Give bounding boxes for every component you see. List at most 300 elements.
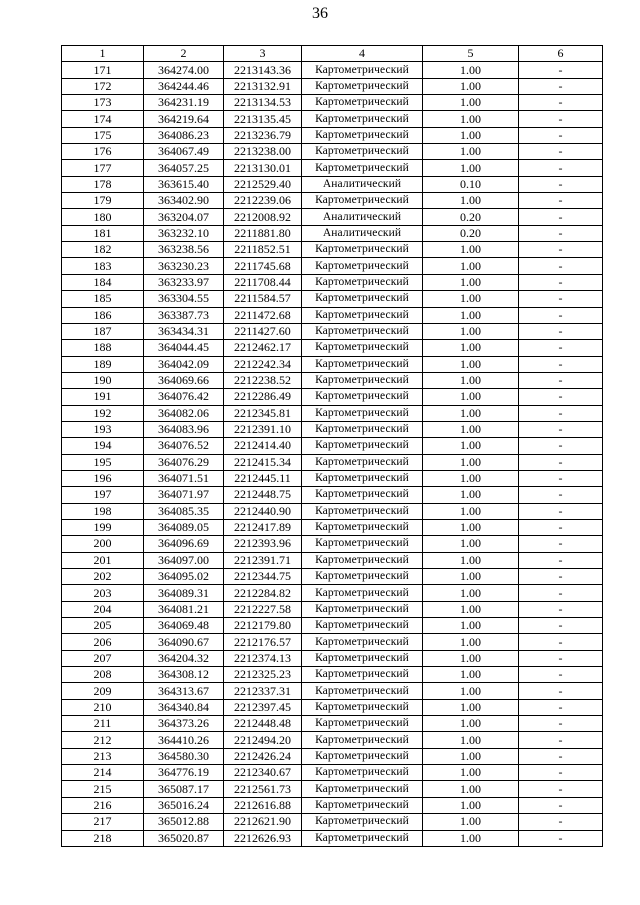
table-row bbox=[62, 781, 603, 797]
table-row bbox=[62, 814, 603, 830]
accuracy-cell: 0.10 bbox=[423, 176, 519, 192]
y-coordinate-cell: 2212325.23 bbox=[224, 667, 302, 683]
method-cell: Картометрический bbox=[302, 503, 423, 519]
table-row bbox=[62, 765, 603, 781]
accuracy-cell: 1.00 bbox=[423, 797, 519, 813]
y-coordinate-cell: 2212340.67 bbox=[224, 765, 302, 781]
method-cell: Аналитический bbox=[302, 225, 423, 241]
method-cell: Картометрический bbox=[302, 405, 423, 421]
method-cell: Аналитический bbox=[302, 209, 423, 225]
note-cell: - bbox=[519, 650, 603, 666]
table-row bbox=[62, 144, 603, 160]
accuracy-cell: 1.00 bbox=[423, 274, 519, 290]
table-row bbox=[62, 618, 603, 634]
y-coordinate-cell: 2212227.58 bbox=[224, 601, 302, 617]
accuracy-cell: 1.00 bbox=[423, 323, 519, 339]
y-coordinate-cell: 2211427.60 bbox=[224, 323, 302, 339]
x-coordinate-cell: 364097.00 bbox=[144, 552, 224, 568]
accuracy-cell: 1.00 bbox=[423, 830, 519, 846]
note-cell: - bbox=[519, 438, 603, 454]
table-row bbox=[62, 160, 603, 176]
table-row bbox=[62, 536, 603, 552]
y-coordinate-cell: 2212448.75 bbox=[224, 487, 302, 503]
table-header bbox=[62, 46, 603, 62]
note-cell: - bbox=[519, 569, 603, 585]
y-coordinate-cell: 2212393.96 bbox=[224, 536, 302, 552]
note-cell: - bbox=[519, 683, 603, 699]
note-cell: - bbox=[519, 78, 603, 94]
method-cell: Картометрический bbox=[302, 552, 423, 568]
point-number-cell: 215 bbox=[62, 781, 144, 797]
y-coordinate-cell: 2212440.90 bbox=[224, 503, 302, 519]
method-cell: Картометрический bbox=[302, 765, 423, 781]
point-number-cell: 210 bbox=[62, 699, 144, 715]
x-coordinate-cell: 364095.02 bbox=[144, 569, 224, 585]
point-number-cell: 172 bbox=[62, 78, 144, 94]
table-row bbox=[62, 454, 603, 470]
x-coordinate-cell: 363232.10 bbox=[144, 225, 224, 241]
point-number-cell: 175 bbox=[62, 127, 144, 143]
accuracy-cell: 0.20 bbox=[423, 209, 519, 225]
method-cell: Аналитический bbox=[302, 176, 423, 192]
point-number-cell: 205 bbox=[62, 618, 144, 634]
accuracy-cell: 1.00 bbox=[423, 487, 519, 503]
x-coordinate-cell: 363204.07 bbox=[144, 209, 224, 225]
y-coordinate-cell: 2212242.34 bbox=[224, 356, 302, 372]
point-number-cell: 177 bbox=[62, 160, 144, 176]
y-coordinate-cell: 2212374.13 bbox=[224, 650, 302, 666]
table-row bbox=[62, 585, 603, 601]
note-cell: - bbox=[519, 797, 603, 813]
x-coordinate-cell: 365016.24 bbox=[144, 797, 224, 813]
note-cell: - bbox=[519, 716, 603, 732]
x-coordinate-cell: 364071.97 bbox=[144, 487, 224, 503]
x-coordinate-cell: 365020.87 bbox=[144, 830, 224, 846]
y-coordinate-cell: 2211881.80 bbox=[224, 225, 302, 241]
table-row bbox=[62, 667, 603, 683]
y-coordinate-cell: 2213130.01 bbox=[224, 160, 302, 176]
accuracy-cell: 1.00 bbox=[423, 569, 519, 585]
accuracy-cell: 1.00 bbox=[423, 127, 519, 143]
accuracy-cell: 1.00 bbox=[423, 814, 519, 830]
point-number-cell: 214 bbox=[62, 765, 144, 781]
note-cell: - bbox=[519, 144, 603, 160]
table-row bbox=[62, 193, 603, 209]
x-coordinate-cell: 364085.35 bbox=[144, 503, 224, 519]
note-cell: - bbox=[519, 405, 603, 421]
y-coordinate-cell: 2211852.51 bbox=[224, 242, 302, 258]
x-coordinate-cell: 364274.00 bbox=[144, 62, 224, 78]
method-cell: Картометрический bbox=[302, 519, 423, 535]
point-number-cell: 202 bbox=[62, 569, 144, 585]
y-coordinate-cell: 2211472.68 bbox=[224, 307, 302, 323]
x-coordinate-cell: 364071.51 bbox=[144, 470, 224, 486]
point-number-cell: 201 bbox=[62, 552, 144, 568]
method-cell: Картометрический bbox=[302, 323, 423, 339]
table-row bbox=[62, 307, 603, 323]
point-number-cell: 186 bbox=[62, 307, 144, 323]
column-header: 5 bbox=[423, 46, 519, 62]
x-coordinate-cell: 364042.09 bbox=[144, 356, 224, 372]
accuracy-cell: 1.00 bbox=[423, 536, 519, 552]
note-cell: - bbox=[519, 765, 603, 781]
accuracy-cell: 1.00 bbox=[423, 340, 519, 356]
x-coordinate-cell: 364204.32 bbox=[144, 650, 224, 666]
x-coordinate-cell: 364244.46 bbox=[144, 78, 224, 94]
y-coordinate-cell: 2212414.40 bbox=[224, 438, 302, 454]
note-cell: - bbox=[519, 258, 603, 274]
x-coordinate-cell: 364231.19 bbox=[144, 95, 224, 111]
point-number-cell: 211 bbox=[62, 716, 144, 732]
note-cell: - bbox=[519, 193, 603, 209]
point-number-cell: 218 bbox=[62, 830, 144, 846]
accuracy-cell: 1.00 bbox=[423, 699, 519, 715]
point-number-cell: 183 bbox=[62, 258, 144, 274]
x-coordinate-cell: 364090.67 bbox=[144, 634, 224, 650]
accuracy-cell: 1.00 bbox=[423, 389, 519, 405]
note-cell: - bbox=[519, 291, 603, 307]
y-coordinate-cell: 2212626.93 bbox=[224, 830, 302, 846]
table-row bbox=[62, 323, 603, 339]
point-number-cell: 181 bbox=[62, 225, 144, 241]
table-row bbox=[62, 683, 603, 699]
table-row bbox=[62, 242, 603, 258]
point-number-cell: 209 bbox=[62, 683, 144, 699]
point-number-cell: 176 bbox=[62, 144, 144, 160]
y-coordinate-cell: 2212391.71 bbox=[224, 552, 302, 568]
point-number-cell: 182 bbox=[62, 242, 144, 258]
note-cell: - bbox=[519, 274, 603, 290]
method-cell: Картометрический bbox=[302, 650, 423, 666]
point-number-cell: 180 bbox=[62, 209, 144, 225]
x-coordinate-cell: 364076.42 bbox=[144, 389, 224, 405]
accuracy-cell: 1.00 bbox=[423, 667, 519, 683]
accuracy-cell: 1.00 bbox=[423, 78, 519, 94]
y-coordinate-cell: 2212176.57 bbox=[224, 634, 302, 650]
method-cell: Картометрический bbox=[302, 258, 423, 274]
table-row bbox=[62, 127, 603, 143]
note-cell: - bbox=[519, 814, 603, 830]
x-coordinate-cell: 364076.52 bbox=[144, 438, 224, 454]
method-cell: Картометрический bbox=[302, 797, 423, 813]
method-cell: Картометрический bbox=[302, 470, 423, 486]
method-cell: Картометрический bbox=[302, 356, 423, 372]
note-cell: - bbox=[519, 340, 603, 356]
y-coordinate-cell: 2212284.82 bbox=[224, 585, 302, 601]
x-coordinate-cell: 364340.84 bbox=[144, 699, 224, 715]
y-coordinate-cell: 2213132.91 bbox=[224, 78, 302, 94]
point-number-cell: 216 bbox=[62, 797, 144, 813]
y-coordinate-cell: 2212345.81 bbox=[224, 405, 302, 421]
note-cell: - bbox=[519, 225, 603, 241]
method-cell: Картометрический bbox=[302, 193, 423, 209]
method-cell: Картометрический bbox=[302, 732, 423, 748]
x-coordinate-cell: 364373.26 bbox=[144, 716, 224, 732]
method-cell: Картометрический bbox=[302, 716, 423, 732]
y-coordinate-cell: 2212529.40 bbox=[224, 176, 302, 192]
point-number-cell: 203 bbox=[62, 585, 144, 601]
method-cell: Картометрический bbox=[302, 421, 423, 437]
column-header: 4 bbox=[302, 46, 423, 62]
accuracy-cell: 1.00 bbox=[423, 111, 519, 127]
accuracy-cell: 1.00 bbox=[423, 160, 519, 176]
accuracy-cell: 1.00 bbox=[423, 650, 519, 666]
accuracy-cell: 1.00 bbox=[423, 144, 519, 160]
method-cell: Картометрический bbox=[302, 585, 423, 601]
note-cell: - bbox=[519, 618, 603, 634]
point-number-cell: 195 bbox=[62, 454, 144, 470]
y-coordinate-cell: 2212462.17 bbox=[224, 340, 302, 356]
table-row bbox=[62, 830, 603, 846]
table-row bbox=[62, 797, 603, 813]
method-cell: Картометрический bbox=[302, 274, 423, 290]
column-header: 3 bbox=[224, 46, 302, 62]
method-cell: Картометрический bbox=[302, 814, 423, 830]
accuracy-cell: 1.00 bbox=[423, 438, 519, 454]
column-header: 6 bbox=[519, 46, 603, 62]
note-cell: - bbox=[519, 454, 603, 470]
table-row bbox=[62, 356, 603, 372]
method-cell: Картометрический bbox=[302, 372, 423, 388]
table-row bbox=[62, 111, 603, 127]
y-coordinate-cell: 2212337.31 bbox=[224, 683, 302, 699]
table-row bbox=[62, 176, 603, 192]
accuracy-cell: 1.00 bbox=[423, 242, 519, 258]
point-number-cell: 173 bbox=[62, 95, 144, 111]
note-cell: - bbox=[519, 732, 603, 748]
accuracy-cell: 1.00 bbox=[423, 405, 519, 421]
x-coordinate-cell: 364089.05 bbox=[144, 519, 224, 535]
note-cell: - bbox=[519, 470, 603, 486]
x-coordinate-cell: 363233.97 bbox=[144, 274, 224, 290]
note-cell: - bbox=[519, 111, 603, 127]
note-cell: - bbox=[519, 830, 603, 846]
accuracy-cell: 1.00 bbox=[423, 618, 519, 634]
point-number-cell: 171 bbox=[62, 62, 144, 78]
x-coordinate-cell: 363304.55 bbox=[144, 291, 224, 307]
table-row bbox=[62, 552, 603, 568]
table-row bbox=[62, 78, 603, 94]
method-cell: Картометрический bbox=[302, 127, 423, 143]
table-row bbox=[62, 470, 603, 486]
point-number-cell: 184 bbox=[62, 274, 144, 290]
table-row bbox=[62, 519, 603, 535]
point-number-cell: 217 bbox=[62, 814, 144, 830]
note-cell: - bbox=[519, 176, 603, 192]
accuracy-cell: 1.00 bbox=[423, 193, 519, 209]
accuracy-cell: 1.00 bbox=[423, 291, 519, 307]
note-cell: - bbox=[519, 421, 603, 437]
method-cell: Картометрический bbox=[302, 601, 423, 617]
table-row bbox=[62, 650, 603, 666]
method-cell: Картометрический bbox=[302, 487, 423, 503]
accuracy-cell: 0.20 bbox=[423, 225, 519, 241]
table-row bbox=[62, 95, 603, 111]
coordinates-table bbox=[61, 45, 603, 847]
x-coordinate-cell: 364069.66 bbox=[144, 372, 224, 388]
method-cell: Картометрический bbox=[302, 242, 423, 258]
accuracy-cell: 1.00 bbox=[423, 258, 519, 274]
note-cell: - bbox=[519, 667, 603, 683]
point-number-cell: 179 bbox=[62, 193, 144, 209]
point-number-cell: 212 bbox=[62, 732, 144, 748]
x-coordinate-cell: 364219.64 bbox=[144, 111, 224, 127]
y-coordinate-cell: 2212448.48 bbox=[224, 716, 302, 732]
note-cell: - bbox=[519, 127, 603, 143]
table-row bbox=[62, 258, 603, 274]
x-coordinate-cell: 364069.48 bbox=[144, 618, 224, 634]
method-cell: Картометрический bbox=[302, 340, 423, 356]
y-coordinate-cell: 2212415.34 bbox=[224, 454, 302, 470]
table-row bbox=[62, 438, 603, 454]
point-number-cell: 194 bbox=[62, 438, 144, 454]
table-row bbox=[62, 372, 603, 388]
note-cell: - bbox=[519, 748, 603, 764]
x-coordinate-cell: 364089.31 bbox=[144, 585, 224, 601]
note-cell: - bbox=[519, 95, 603, 111]
method-cell: Картометрический bbox=[302, 389, 423, 405]
x-coordinate-cell: 364081.21 bbox=[144, 601, 224, 617]
accuracy-cell: 1.00 bbox=[423, 716, 519, 732]
note-cell: - bbox=[519, 323, 603, 339]
y-coordinate-cell: 2212239.06 bbox=[224, 193, 302, 209]
point-number-cell: 197 bbox=[62, 487, 144, 503]
point-number-cell: 200 bbox=[62, 536, 144, 552]
method-cell: Картометрический bbox=[302, 144, 423, 160]
x-coordinate-cell: 365012.88 bbox=[144, 814, 224, 830]
header-row bbox=[62, 46, 603, 62]
method-cell: Картометрический bbox=[302, 781, 423, 797]
note-cell: - bbox=[519, 209, 603, 225]
x-coordinate-cell: 364313.67 bbox=[144, 683, 224, 699]
x-coordinate-cell: 363402.90 bbox=[144, 193, 224, 209]
table-row bbox=[62, 405, 603, 421]
y-coordinate-cell: 2212238.52 bbox=[224, 372, 302, 388]
table-row bbox=[62, 732, 603, 748]
table-row bbox=[62, 62, 603, 78]
note-cell: - bbox=[519, 634, 603, 650]
table-row bbox=[62, 225, 603, 241]
y-coordinate-cell: 2213134.53 bbox=[224, 95, 302, 111]
point-number-cell: 190 bbox=[62, 372, 144, 388]
y-coordinate-cell: 2213143.36 bbox=[224, 62, 302, 78]
point-number-cell: 213 bbox=[62, 748, 144, 764]
point-number-cell: 178 bbox=[62, 176, 144, 192]
note-cell: - bbox=[519, 487, 603, 503]
x-coordinate-cell: 363230.23 bbox=[144, 258, 224, 274]
method-cell: Картометрический bbox=[302, 111, 423, 127]
table-row bbox=[62, 209, 603, 225]
x-coordinate-cell: 364086.23 bbox=[144, 127, 224, 143]
note-cell: - bbox=[519, 307, 603, 323]
method-cell: Картометрический bbox=[302, 569, 423, 585]
method-cell: Картометрический bbox=[302, 95, 423, 111]
y-coordinate-cell: 2212286.49 bbox=[224, 389, 302, 405]
y-coordinate-cell: 2213236.79 bbox=[224, 127, 302, 143]
note-cell: - bbox=[519, 536, 603, 552]
accuracy-cell: 1.00 bbox=[423, 95, 519, 111]
x-coordinate-cell: 364410.26 bbox=[144, 732, 224, 748]
y-coordinate-cell: 2211745.68 bbox=[224, 258, 302, 274]
accuracy-cell: 1.00 bbox=[423, 307, 519, 323]
table-row bbox=[62, 503, 603, 519]
table-row bbox=[62, 569, 603, 585]
point-number-cell: 193 bbox=[62, 421, 144, 437]
accuracy-cell: 1.00 bbox=[423, 585, 519, 601]
x-coordinate-cell: 363434.31 bbox=[144, 323, 224, 339]
point-number-cell: 185 bbox=[62, 291, 144, 307]
accuracy-cell: 1.00 bbox=[423, 372, 519, 388]
accuracy-cell: 1.00 bbox=[423, 634, 519, 650]
page-number: 36 bbox=[312, 5, 328, 22]
accuracy-cell: 1.00 bbox=[423, 765, 519, 781]
method-cell: Картометрический bbox=[302, 438, 423, 454]
note-cell: - bbox=[519, 372, 603, 388]
accuracy-cell: 1.00 bbox=[423, 356, 519, 372]
x-coordinate-cell: 364076.29 bbox=[144, 454, 224, 470]
point-number-cell: 192 bbox=[62, 405, 144, 421]
point-number-cell: 174 bbox=[62, 111, 144, 127]
note-cell: - bbox=[519, 242, 603, 258]
x-coordinate-cell: 364082.06 bbox=[144, 405, 224, 421]
table-row bbox=[62, 340, 603, 356]
table-body bbox=[62, 62, 603, 847]
note-cell: - bbox=[519, 160, 603, 176]
x-coordinate-cell: 364096.69 bbox=[144, 536, 224, 552]
note-cell: - bbox=[519, 356, 603, 372]
method-cell: Картометрический bbox=[302, 62, 423, 78]
x-coordinate-cell: 363615.40 bbox=[144, 176, 224, 192]
y-coordinate-cell: 2212397.45 bbox=[224, 699, 302, 715]
y-coordinate-cell: 2212426.24 bbox=[224, 748, 302, 764]
point-number-cell: 198 bbox=[62, 503, 144, 519]
method-cell: Картометрический bbox=[302, 454, 423, 470]
accuracy-cell: 1.00 bbox=[423, 470, 519, 486]
table-row bbox=[62, 699, 603, 715]
accuracy-cell: 1.00 bbox=[423, 781, 519, 797]
method-cell: Картометрический bbox=[302, 307, 423, 323]
y-coordinate-cell: 2212008.92 bbox=[224, 209, 302, 225]
accuracy-cell: 1.00 bbox=[423, 519, 519, 535]
method-cell: Картометрический bbox=[302, 536, 423, 552]
y-coordinate-cell: 2212616.88 bbox=[224, 797, 302, 813]
note-cell: - bbox=[519, 62, 603, 78]
method-cell: Картометрический bbox=[302, 160, 423, 176]
note-cell: - bbox=[519, 699, 603, 715]
y-coordinate-cell: 2212344.75 bbox=[224, 569, 302, 585]
point-number-cell: 199 bbox=[62, 519, 144, 535]
point-number-cell: 196 bbox=[62, 470, 144, 486]
accuracy-cell: 1.00 bbox=[423, 62, 519, 78]
point-number-cell: 208 bbox=[62, 667, 144, 683]
table-row bbox=[62, 601, 603, 617]
y-coordinate-cell: 2212417.89 bbox=[224, 519, 302, 535]
accuracy-cell: 1.00 bbox=[423, 421, 519, 437]
accuracy-cell: 1.00 bbox=[423, 503, 519, 519]
method-cell: Картометрический bbox=[302, 667, 423, 683]
x-coordinate-cell: 364057.25 bbox=[144, 160, 224, 176]
y-coordinate-cell: 2212391.10 bbox=[224, 421, 302, 437]
table-row bbox=[62, 291, 603, 307]
y-coordinate-cell: 2212494.20 bbox=[224, 732, 302, 748]
y-coordinate-cell: 2212621.90 bbox=[224, 814, 302, 830]
y-coordinate-cell: 2212445.11 bbox=[224, 470, 302, 486]
table-row bbox=[62, 421, 603, 437]
table-row bbox=[62, 634, 603, 650]
accuracy-cell: 1.00 bbox=[423, 454, 519, 470]
accuracy-cell: 1.00 bbox=[423, 683, 519, 699]
point-number-cell: 191 bbox=[62, 389, 144, 405]
